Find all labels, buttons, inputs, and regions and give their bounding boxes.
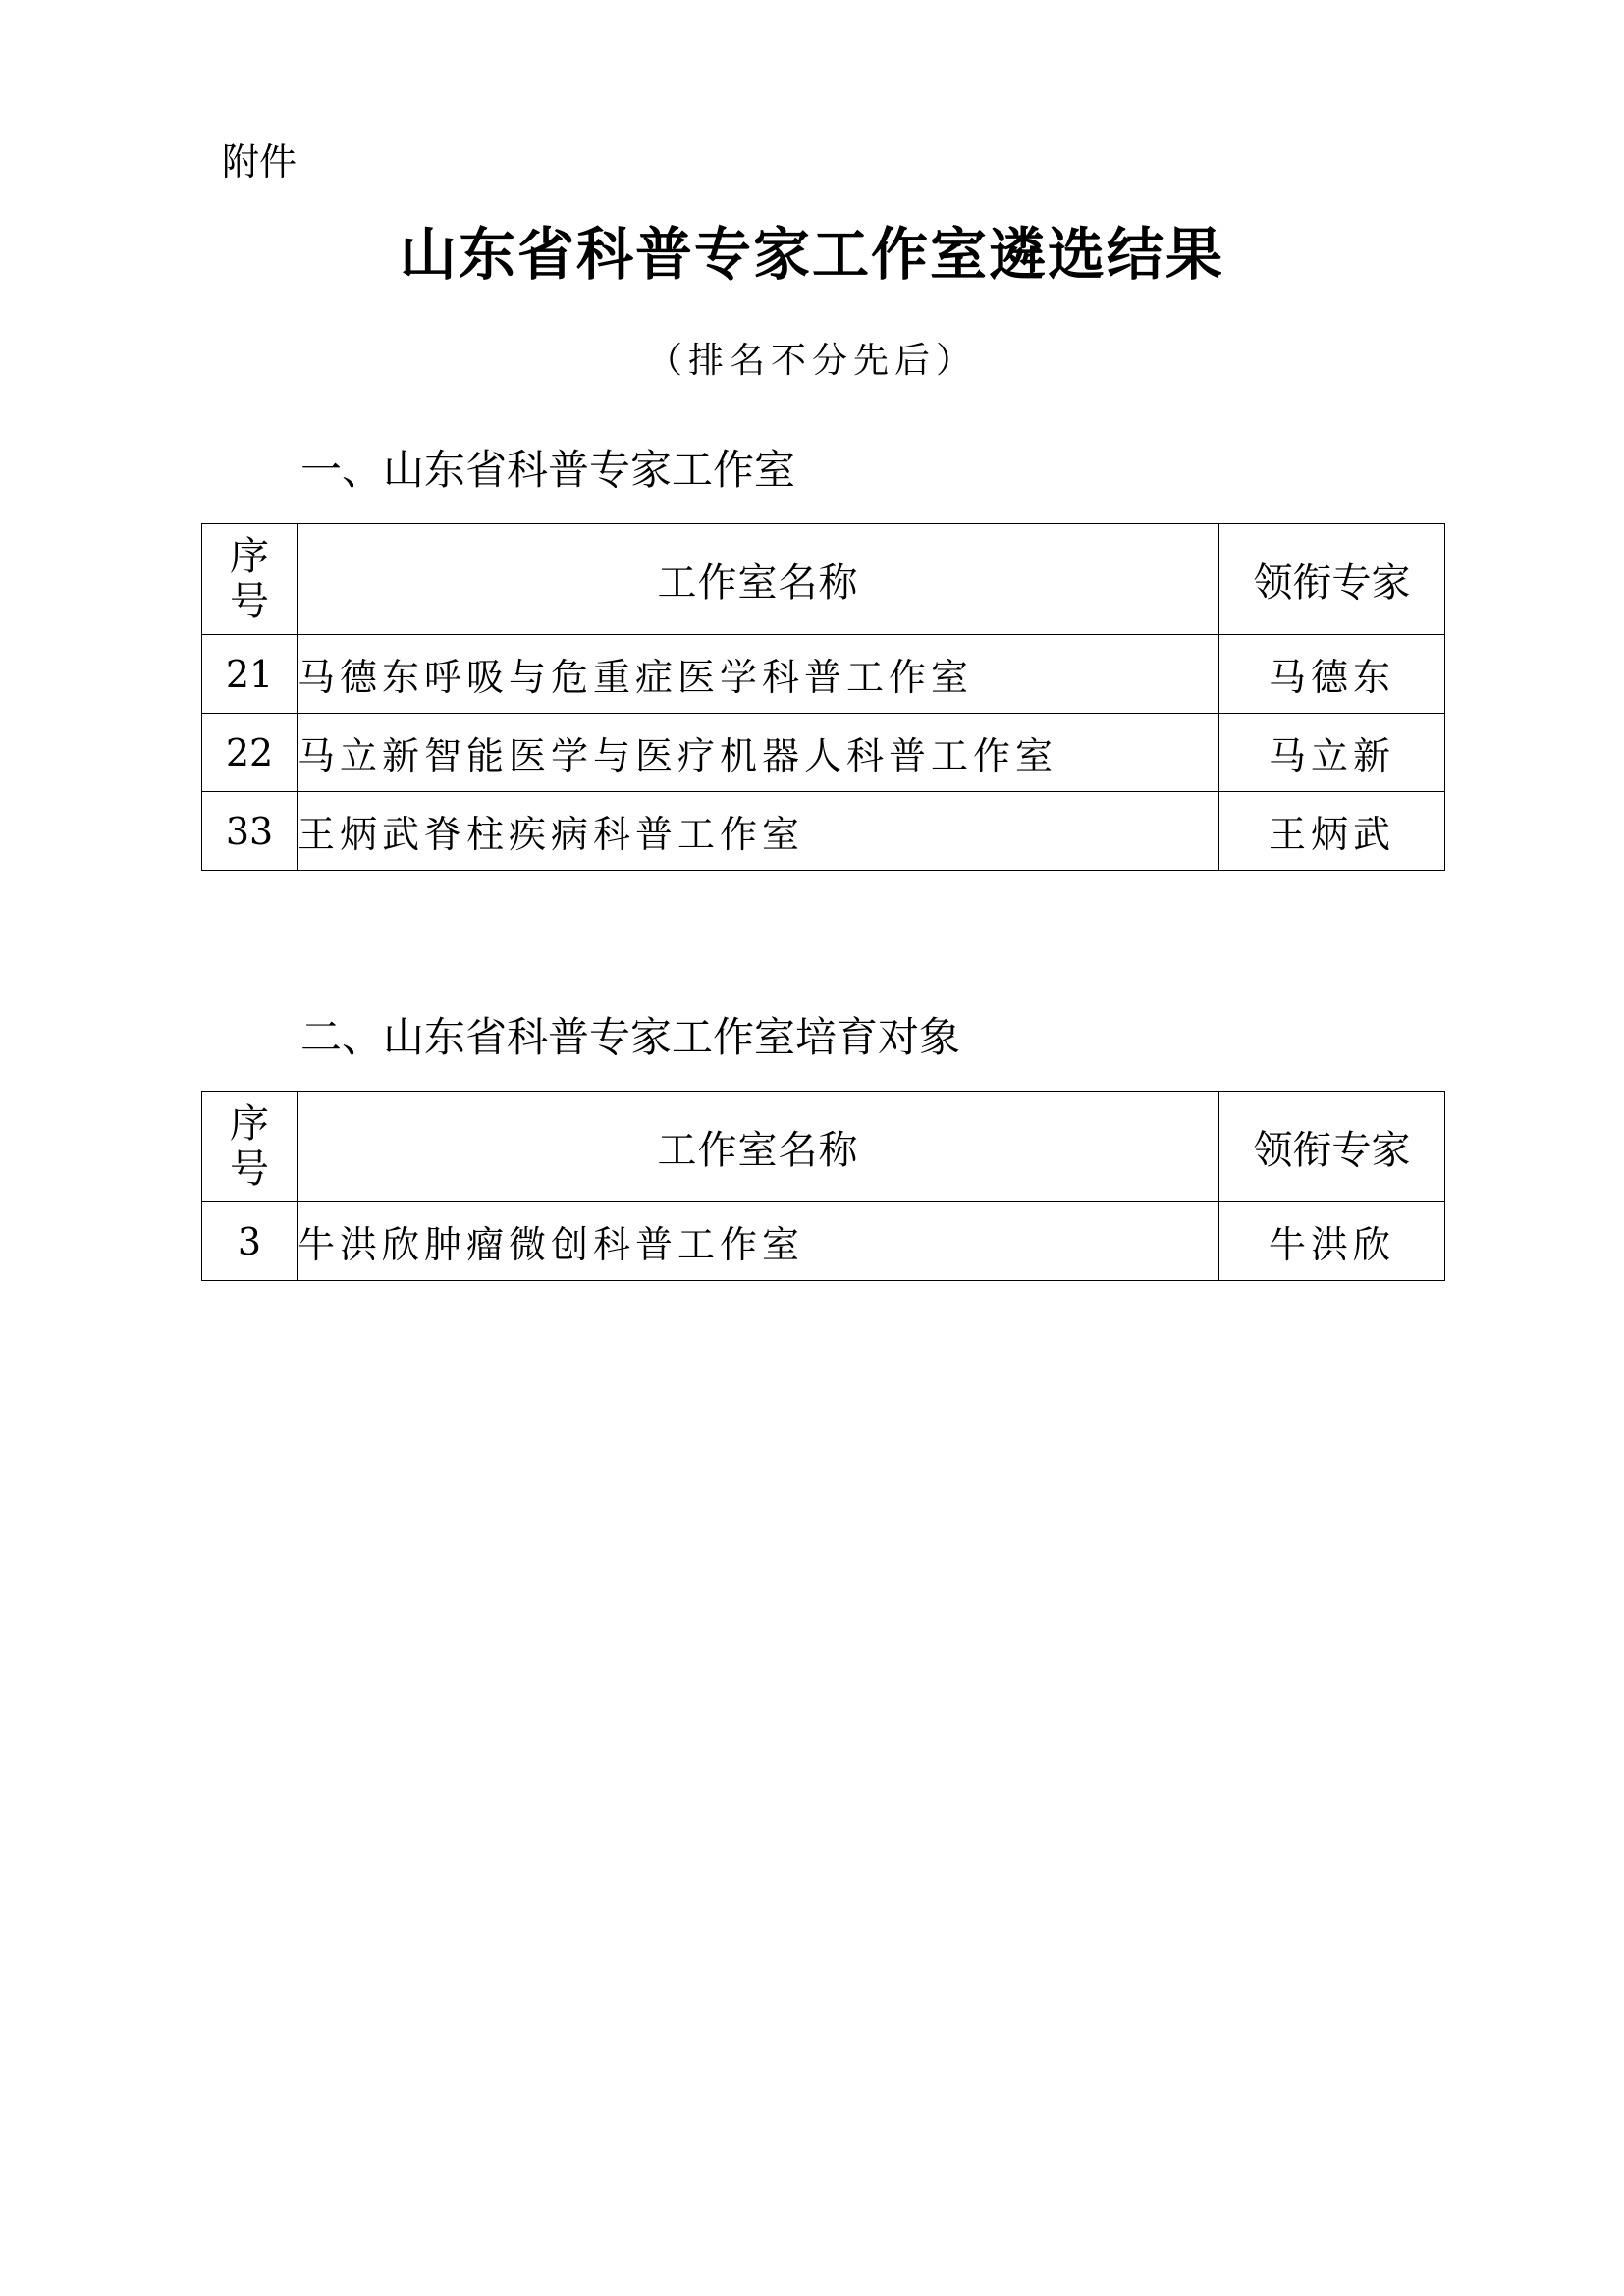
column-header-seq-line1: 序: [230, 1101, 269, 1147]
section-heading-cultivation: 二、山东省科普专家工作室培育对象: [300, 1013, 961, 1061]
row-workshop-name: 马德东呼吸与危重症医学科普工作室: [298, 635, 1219, 714]
row-seq: 21: [202, 635, 298, 714]
row-workshop-name: 王炳武脊柱疾病科普工作室: [298, 792, 1219, 871]
column-header-expert: 领衔专家: [1219, 1092, 1445, 1202]
attachment-label: 附件: [222, 140, 298, 184]
column-header-name: 工作室名称: [298, 524, 1219, 635]
column-header-seq: [202, 524, 298, 635]
section-heading-workshops: 一、山东省科普专家工作室: [300, 446, 796, 494]
row-lead-expert: 马德东: [1219, 635, 1445, 714]
row-lead-expert: 马立新: [1219, 714, 1445, 792]
table-row: [202, 714, 1445, 792]
column-header-expert: 领衔专家: [1219, 524, 1445, 635]
column-header-name: 工作室名称: [298, 1092, 1219, 1202]
document-subtitle: （排名不分先后）: [646, 341, 977, 381]
workshops-table: [201, 523, 1445, 871]
row-seq: 22: [202, 714, 298, 792]
column-header-seq: [202, 1092, 298, 1202]
row-seq: 33: [202, 792, 298, 871]
row-lead-expert: 王炳武: [1219, 792, 1445, 871]
row-seq: 3: [202, 1202, 298, 1281]
table-header-row: [202, 1092, 1445, 1202]
document-title: 山东省科普专家工作室遴选结果: [399, 221, 1224, 288]
column-header-seq-line2: 号: [230, 1147, 269, 1192]
column-header-seq-line2: 号: [230, 579, 269, 624]
row-workshop-name: 马立新智能医学与医疗机器人科普工作室: [298, 714, 1219, 792]
column-header-seq-line1: 序: [230, 534, 269, 579]
cultivation-table: [201, 1091, 1445, 1281]
table-row: [202, 635, 1445, 714]
row-workshop-name: 牛洪欣肿瘤微创科普工作室: [298, 1202, 1219, 1281]
table-header-row: [202, 524, 1445, 635]
row-lead-expert: 牛洪欣: [1219, 1202, 1445, 1281]
table-row: [202, 1202, 1445, 1281]
table-row: [202, 792, 1445, 871]
